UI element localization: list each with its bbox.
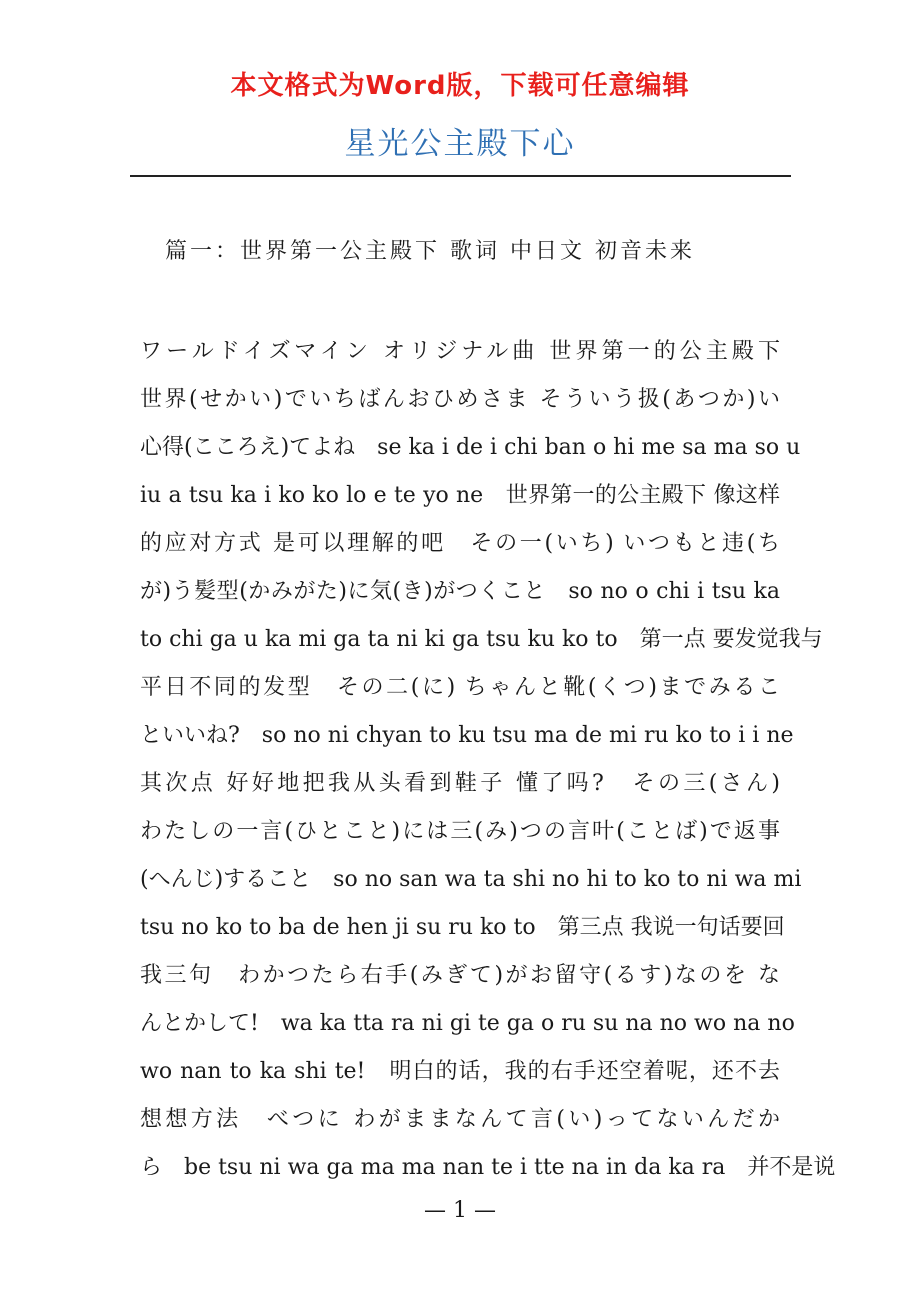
body-line: iu a tsu ka i ko ko lo e te yo ne 世界第一的公主殿下 像这样: [140, 483, 780, 508]
download-notice-banner: 本文格式为Word版，下载可任意编辑: [230, 71, 690, 101]
body-line: 世界(せかい)でいちばんおひめさま そういう扱(あつか)い: [140, 387, 780, 412]
body-line: 平日不同的发型 その二(に) ちゃんと靴(くつ)までみるこ: [140, 675, 780, 700]
body-line: 心得(こころえ)てよね se ka i de i chi ban o hi me sa ma so u: [140, 435, 801, 460]
body-line: といいね? so no ni chyan to ku tsu ma de mi ru ko to i i ne: [140, 723, 794, 748]
title-divider: [130, 175, 791, 177]
body-line: ら be tsu ni wa ga ma ma nan te i tte na in da ka ra 并不是说: [140, 1155, 836, 1180]
page-number: — 1 —: [424, 1198, 496, 1223]
body-line: わたしの一言(ひとこと)には三(み)つの言叶(ことば)で返事: [140, 819, 780, 844]
lyrics-body: [140, 328, 836, 1192]
document-title: 星光公主殿下心: [344, 126, 576, 162]
body-line: tsu no ko to ba de hen ji su ru ko to 第三点 我说一句话要回: [140, 915, 785, 940]
body-line: (へんじ)すること so no san wa ta shi no hi to ko to ni wa mi: [140, 867, 802, 892]
body-line: 我三句 わかつたら右手(みぎて)がお留守(るす)なのを な: [140, 963, 780, 988]
body-line: が)う髪型(かみがた)に気(き)がつくこと so no o chi i tsu ka: [140, 579, 780, 604]
section-heading: 篇一：世界第一公主殿下 歌词 中日文 初音未来: [165, 239, 695, 264]
body-line: 的应对方式 是可以理解的吧 その一(いち) いつもと违(ち: [140, 531, 780, 556]
body-line: 其次点 好好地把我从头看到鞋子 懂了吗? その三(さん): [140, 771, 780, 796]
body-line: wo nan to ka shi te! 明白的话，我的右手还空着呢，还不去: [140, 1059, 780, 1084]
body-line: ワールドイズマイン オリジナル曲 世界第一的公主殿下: [140, 339, 780, 364]
body-line: 想想方法 べつに わがままなんて言(い)ってないんだか: [140, 1107, 780, 1132]
body-line: んとかして! wa ka tta ra ni gi te ga o ru su na no wo na no: [140, 1011, 795, 1036]
body-line: to chi ga u ka mi ga ta ni ki ga tsu ku ko to 第一点 要发觉我与: [140, 627, 823, 652]
